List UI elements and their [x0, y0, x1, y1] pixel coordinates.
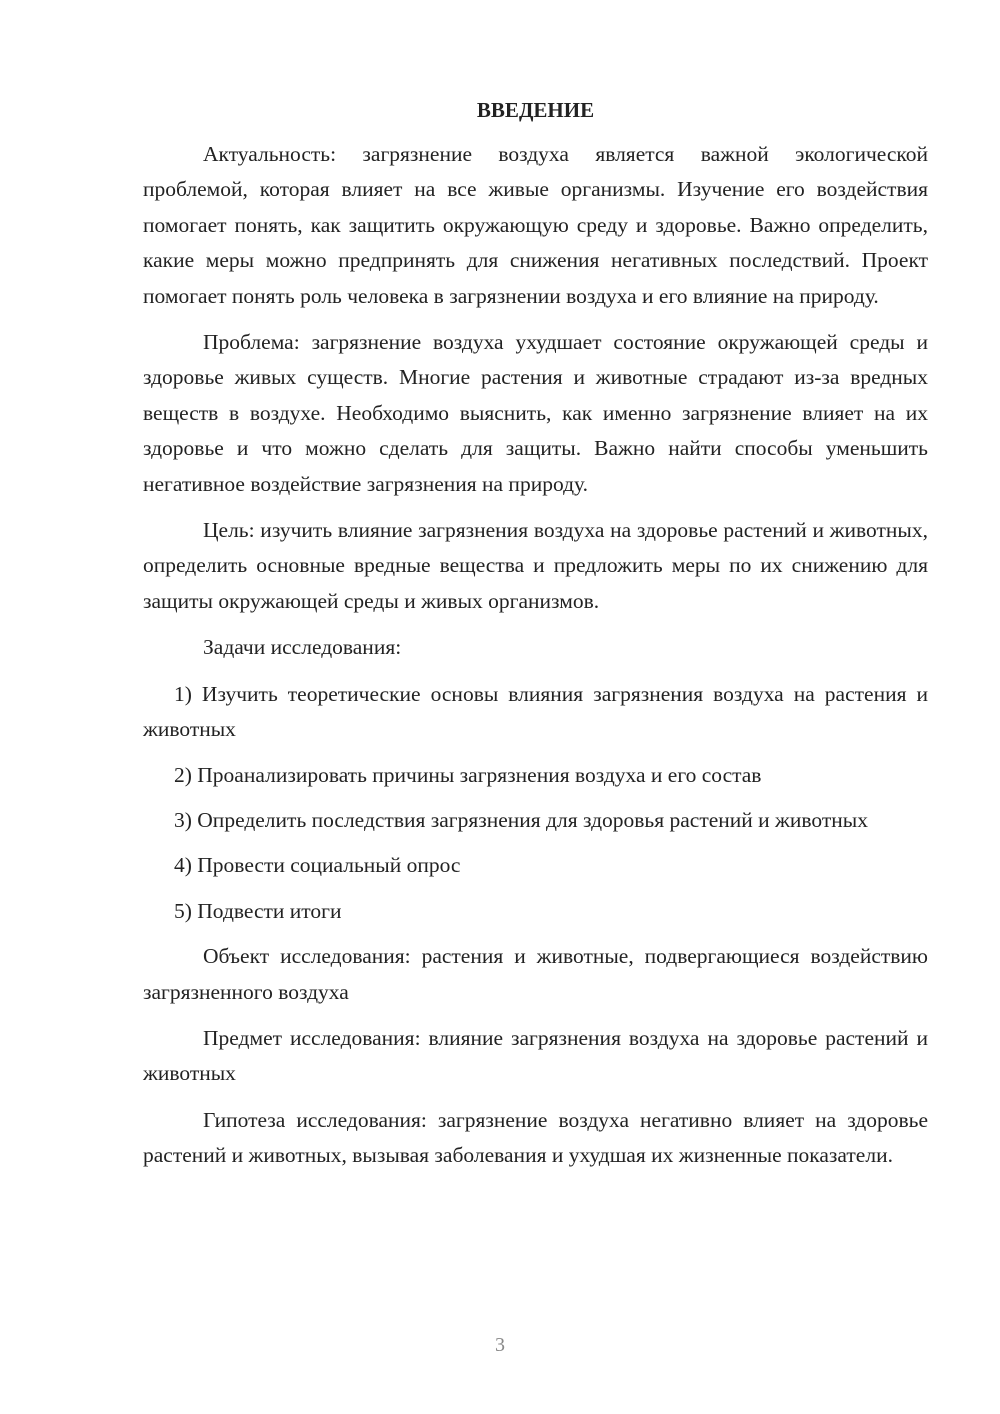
problem-paragraph: Проблема: загрязнение воздуха ухудшает состояние окружающей среды и здоровье живых существ. Многие растения и животные страдают из-за вредных веществ в воздухе. Необходимо выяснить, как именно загрязнение влияет на их здоровье и что можно сделать для защиты. Важно найти способы уменьшить негативное воздействие загрязнения на природу.	[143, 330, 928, 496]
document-page	[143, 95, 928, 1185]
task-item: 4) Провести социальный опрос	[174, 853, 461, 878]
tasks-heading: Задачи исследования:	[203, 635, 402, 660]
task-item: 3) Определить последствия загрязнения для здоровья растений и животных	[174, 807, 868, 832]
subject-paragraph: Предмет исследования: влияние загрязнения воздуха на здоровье растений и животных	[143, 1025, 928, 1086]
task-item: 5) Подвести итоги	[174, 898, 342, 923]
page-number: 3	[495, 1334, 505, 1356]
task-item: 1) Изучить теоретические основы влияния загрязнения воздуха на растения и животных	[143, 681, 928, 742]
object-paragraph: Объект исследования: растения и животные, подвергающиеся воздействию загрязненного воздуха	[143, 944, 928, 1004]
relevance-paragraph: Актуальность: загрязнение воздуха является важной экологической проблемой, которая влияет на все живые организмы. Изучение его воздействия помогает понять, как защитить окружающую среду и здоровье. Важно определить, какие меры можно предпринять для снижения негативных последствий. Проект помогает понять роль человека в загрязнении воздуха и его влияние на природу.	[143, 142, 928, 308]
hypothesis-paragraph: Гипотеза исследования: загрязнение воздуха негативно влияет на здоровье растений и животных, вызывая заболевания и ухудшая их жизненные показатели.	[143, 1107, 928, 1168]
task-item: 2) Проанализировать причины загрязнения воздуха и его состав	[174, 762, 762, 787]
goal-paragraph: Цель: изучить влияние загрязнения воздуха на здоровье растений и животных, определить основные вредные вещества и предложить меры по их снижению для защиты окружающей среды и живых организмов.	[143, 518, 928, 613]
page-title: ВВЕДЕНИЕ	[476, 98, 595, 122]
